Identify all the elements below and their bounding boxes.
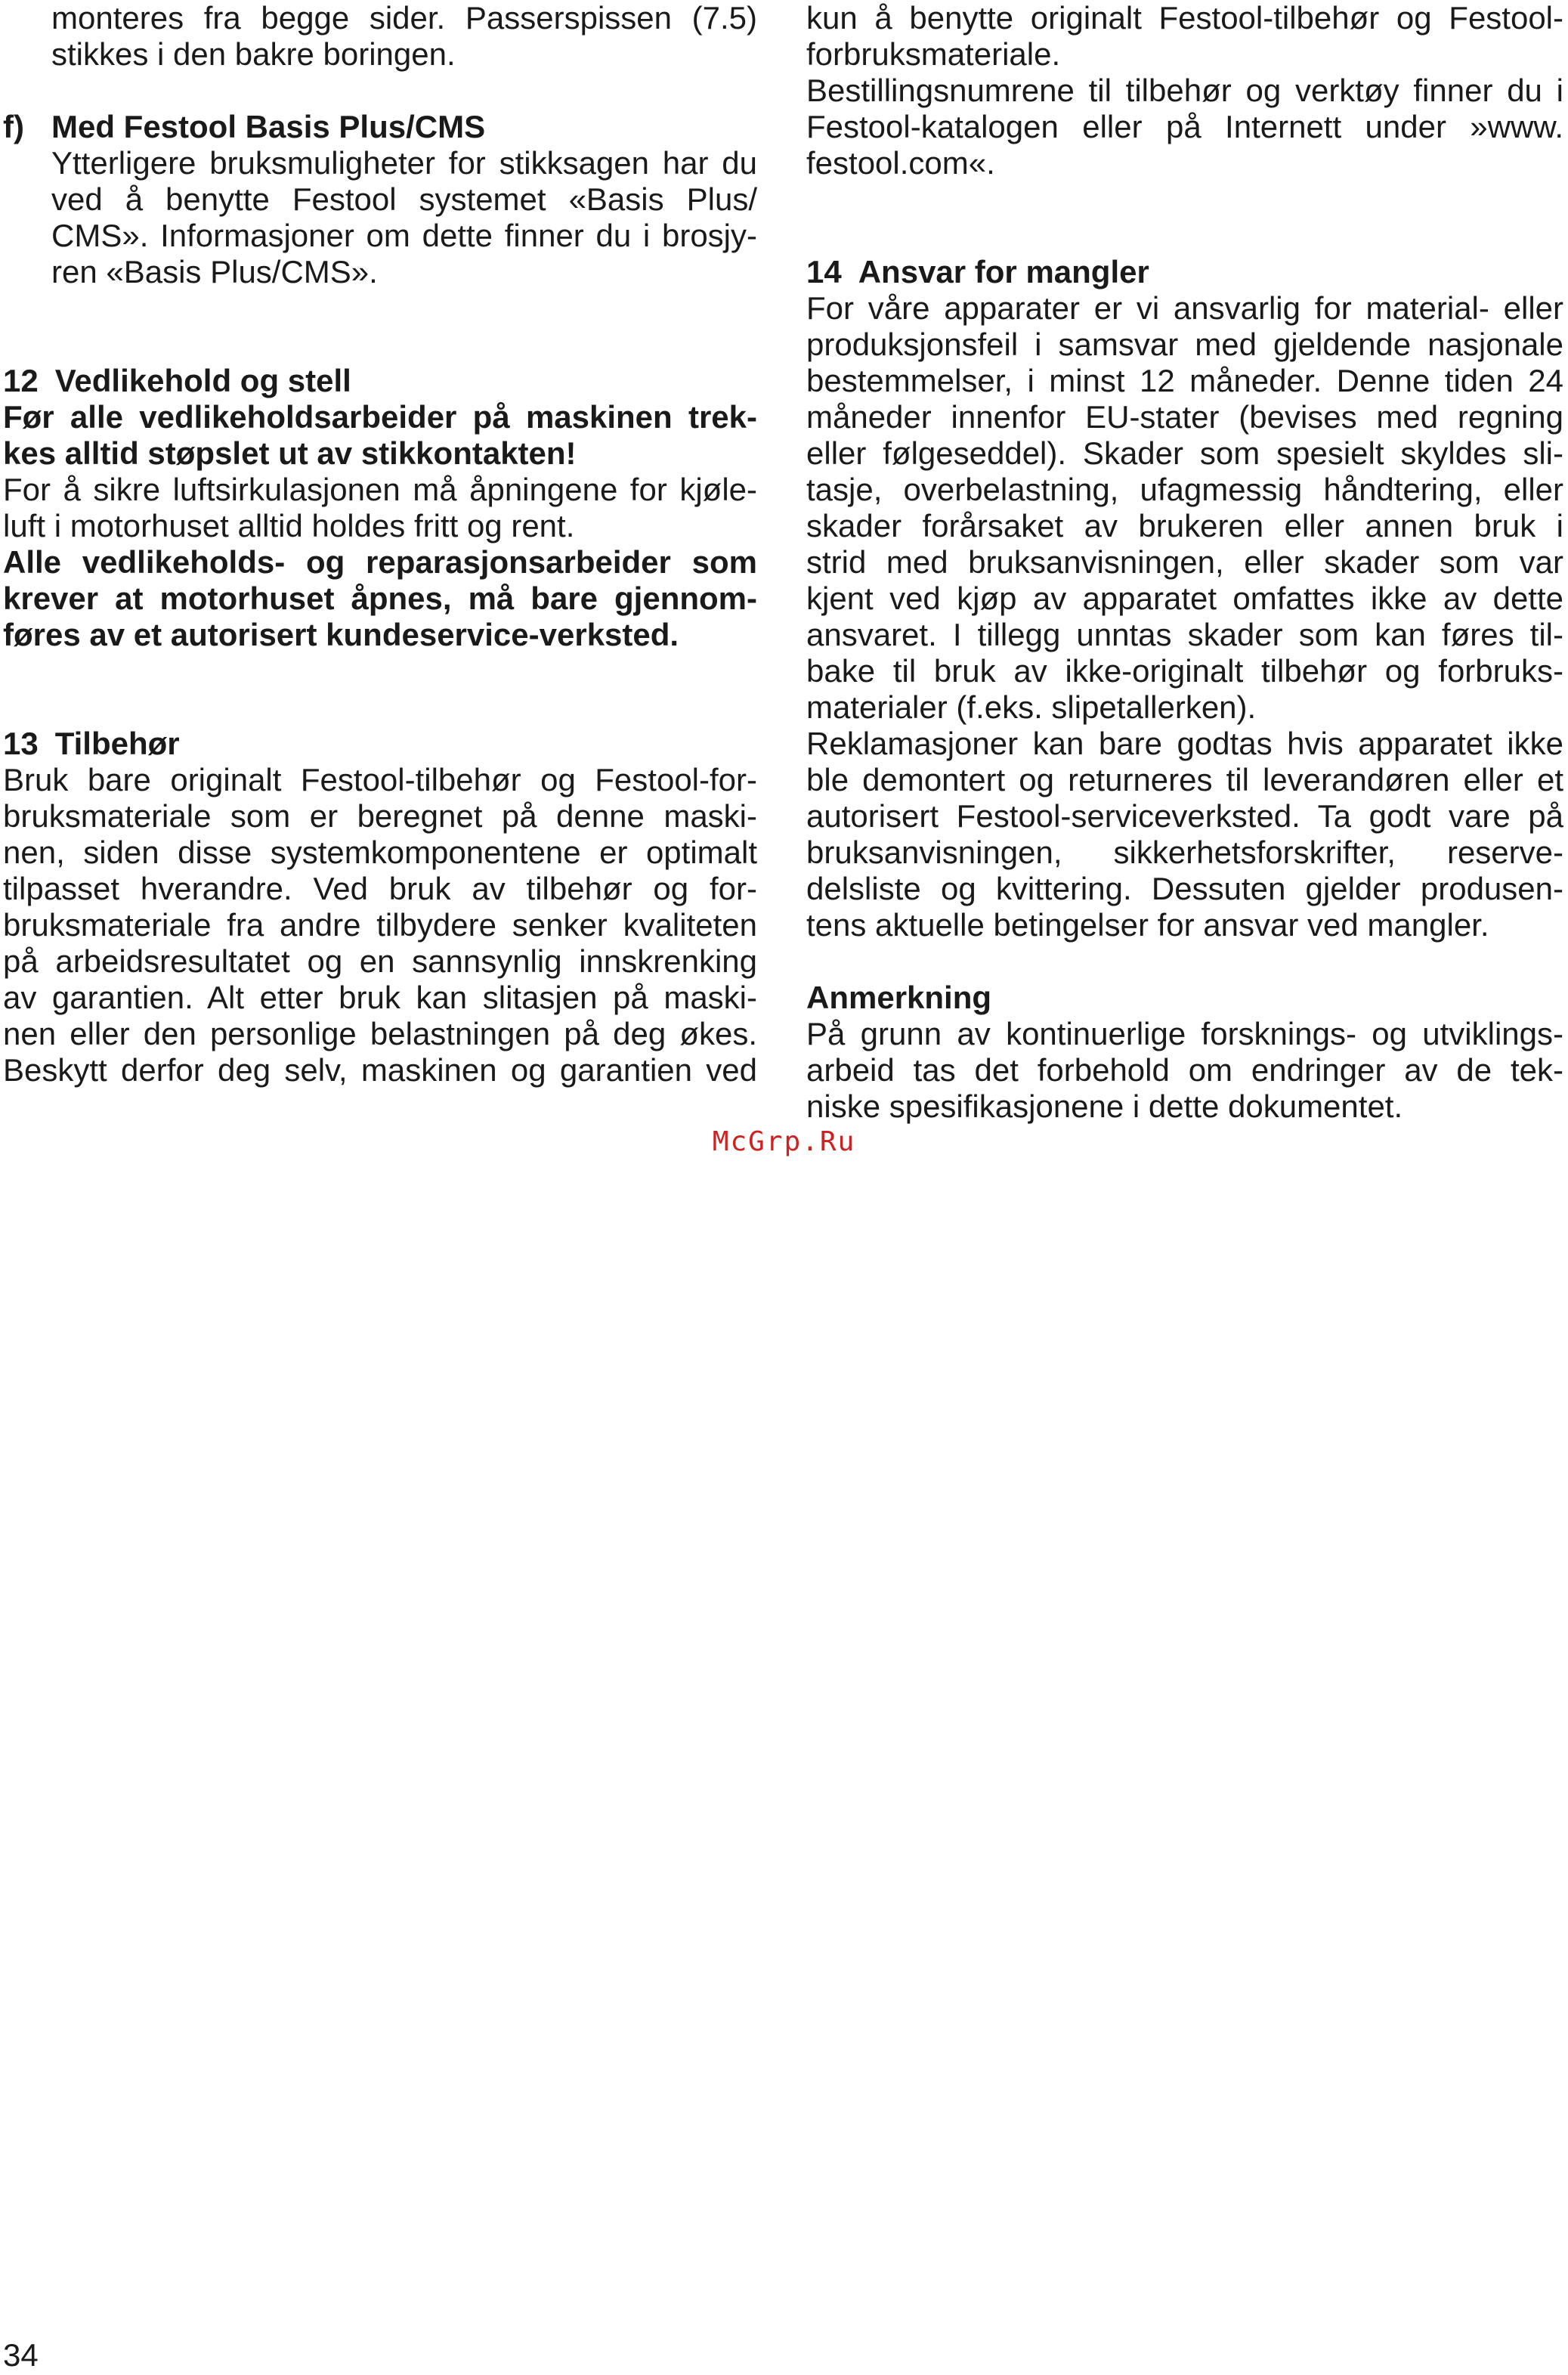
- text-line: arbeid tas det forbehold om endringer av de tek-: [806, 1052, 1563, 1088]
- text-line: på arbeidsresultatet og en sannsynlig innskrenking: [3, 943, 757, 979]
- text-line: For våre apparater er vi ansvarlig for material- eller: [806, 290, 1563, 326]
- text-line: På grunn av kontinuerlige forsknings- og utviklings-: [806, 1016, 1563, 1051]
- text-line: ansvaret. I tillegg unntas skader som kan føres til-: [806, 617, 1563, 652]
- text-line: skader forårsaket av brukeren eller annen bruk i: [806, 508, 1563, 543]
- text-line: stikkes i den bakre boringen.: [51, 36, 456, 72]
- page-number: 34: [3, 2337, 39, 2373]
- section-f-label: f): [3, 109, 24, 144]
- section-12-heading: [3, 363, 757, 399]
- section-14-heading: [806, 254, 1563, 290]
- warning-line: kes alltid støpslet ut av stikkontakten!: [3, 435, 577, 471]
- text-line: produksjonsfeil i samsvar med gjeldende nasjonale: [806, 327, 1563, 362]
- section-14-title: Ansvar for mangler: [858, 254, 1149, 290]
- text-line: bruksmateriale som er beregnet på denne maski-: [3, 798, 757, 834]
- watermark: McGrp.Ru: [712, 1126, 856, 1157]
- section-14: [806, 254, 1563, 943]
- bold-line: føres av et autorisert kundeservice-verksted.: [3, 617, 679, 652]
- warning-line: Før alle vedlikeholdsarbeider på maskinen trek-: [3, 399, 757, 435]
- text-line: kun å benytte originalt Festool-tilbehør og Festool-: [806, 0, 1563, 36]
- text-line: autorisert Festool-serviceverksted. Ta godt vare på: [806, 798, 1563, 834]
- text-line: ren «Basis Plus/CMS».: [51, 254, 378, 290]
- text-line: For å sikre luftsirkulasjonen må åpningene for kjøle-: [3, 472, 757, 507]
- left-column: [3, 0, 757, 1088]
- text-line: ble demontert og returneres til leverandøren eller et: [806, 762, 1563, 797]
- section-13: [3, 726, 757, 1088]
- bold-line: Alle vedlikeholds- og reparasjonsarbeider som: [3, 544, 757, 580]
- remark-title: Anmerkning: [806, 980, 992, 1015]
- text-line: tilpasset hverandre. Ved bruk av tilbehør og for-: [3, 871, 757, 906]
- text-line: CMS». Informasjoner om dette finner du i brosjy-: [51, 218, 757, 253]
- section-12-title: Vedlikehold og stell: [54, 363, 351, 398]
- text-line: av garantien. Alt etter bruk kan slitasjen på maski-: [3, 980, 757, 1015]
- text-line: ved å benytte Festool systemet «Basis Plus/: [51, 181, 757, 217]
- section-13-title: Tilbehør: [54, 726, 180, 761]
- bold-line: krever at motorhuset åpnes, må bare gjennom-: [3, 581, 757, 616]
- text-line: Ytterligere bruksmuligheter for stikksagen har du: [51, 145, 757, 181]
- text-line: delsliste og kvittering. Dessuten gjelder produsen-: [806, 871, 1563, 906]
- text-line: bestemmelser, i minst 12 måneder. Denne tiden 24: [806, 363, 1563, 398]
- section-13-heading: [3, 726, 757, 762]
- text-line: Festool-katalogen eller på Internett under »www.: [806, 109, 1563, 144]
- text-line: nen eller den personlige belastningen på deg økes.: [3, 1016, 757, 1051]
- text-line: luft i motorhuset alltid holdes fritt og rent.: [3, 508, 575, 543]
- text-line: niske spesifikasjonene i dette dokumentet.: [806, 1088, 1403, 1124]
- section-12-number: 12: [3, 363, 39, 398]
- text-line: eller følgeseddel). Skader som spesielt skyldes sli-: [806, 435, 1563, 471]
- text-line: tens aktuelle betingelser for ansvar ved mangler.: [806, 907, 1489, 943]
- remark-section: [806, 980, 1563, 1125]
- text-line: bruksmateriale fra andre tilbydere senker kvaliteten: [3, 907, 757, 943]
- text-line: nen, siden disse systemkomponentene er optimalt: [3, 835, 757, 870]
- intro-paragraph: [3, 0, 757, 73]
- text-line: Bruk bare originalt Festool-tilbehør og Festool-for-: [3, 762, 757, 797]
- section-12: [3, 363, 757, 653]
- text-line: Bestillingsnumrene til tilbehør og verktøy finner du i: [806, 73, 1563, 108]
- text-line: festool.com«.: [806, 145, 995, 181]
- text-line: bake til bruk av ikke-originalt tilbehør og forbruks-: [806, 653, 1563, 689]
- section-f: [3, 109, 757, 290]
- text-line: strid med bruksanvisningen, eller skader som var: [806, 544, 1563, 580]
- section-f-heading: [3, 109, 757, 145]
- section-13-number: 13: [3, 726, 39, 761]
- section-f-title: Med Festool Basis Plus/CMS: [51, 109, 486, 144]
- text-line: Reklamasjoner kan bare godtas hvis apparatet ikke: [806, 726, 1563, 761]
- section-14-number: 14: [806, 254, 842, 290]
- text-line: Beskytt derfor deg selv, maskinen og garantien ved: [3, 1052, 757, 1088]
- text-line: monteres fra begge sider. Passerspissen (7.5): [51, 0, 757, 36]
- text-line: bruksanvisningen, sikkerhetsforskrifter, reserve-: [806, 835, 1563, 870]
- text-line: materialer (f.eks. slipetallerken).: [806, 689, 1257, 725]
- section-f-body: [3, 145, 757, 290]
- text-line: forbruksmateriale.: [806, 36, 1061, 72]
- text-line: kjent ved kjøp av apparatet omfattes ikke av dette: [806, 581, 1563, 616]
- text-line: tasje, overbelastning, ufagmessig håndtering, eller: [806, 472, 1563, 507]
- text-line: måneder innenfor EU-stater (bevises med regning: [806, 399, 1563, 435]
- right-column: [806, 0, 1563, 1125]
- continuation-paragraph: [806, 0, 1563, 181]
